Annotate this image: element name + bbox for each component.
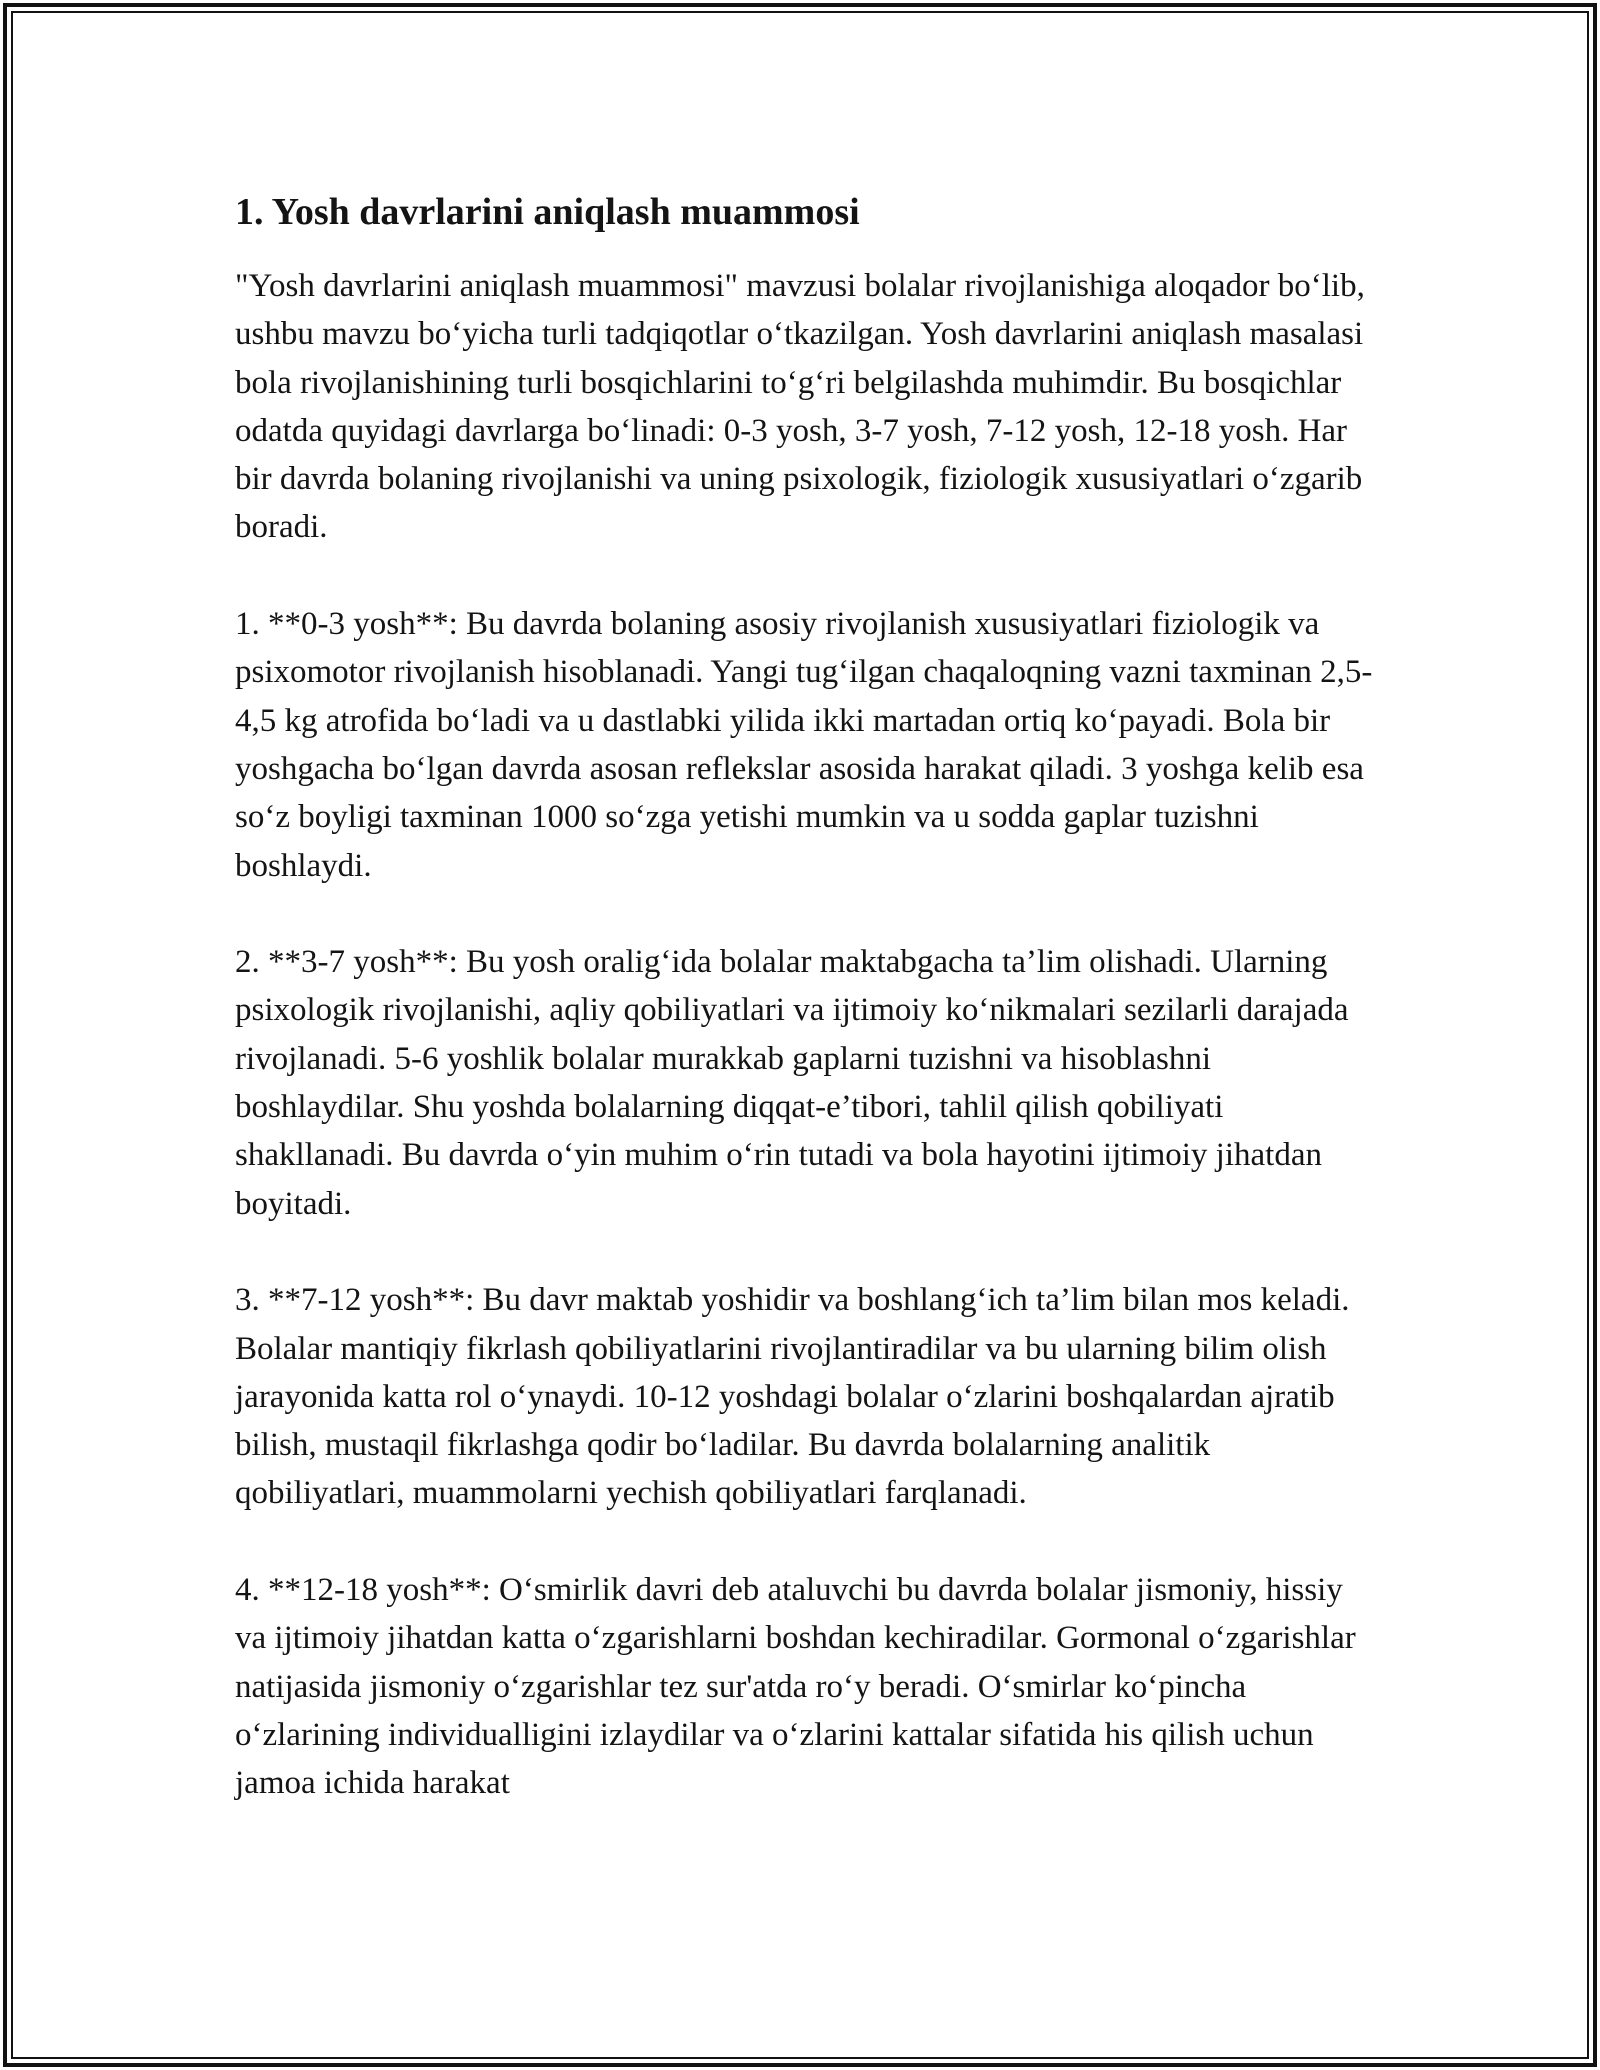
- paragraph-age-7-12: 3. **7-12 yosh**: Bu davr maktab yoshidir va boshlang‘ich ta’lim bilan mos keladi. Bolalar mantiqiy fikrlash qobiliyatlarini rivojlantiradilar va bu ularning bilim olish jarayonida katta rol o‘ynaydi. 10-12 yoshdagi bolalar o‘zlarini boshqalardan ajratib bilish, mustaqil fikrlashga qodir bo‘ladilar. Bu davrda bolalarning analitik qobiliyatlari, muammolarni yechish qobiliyatlari farqlanadi.: [235, 1282, 1350, 1512]
- document-body: [235, 188, 1375, 1808]
- paragraph-age-3-7: 2. **3-7 yosh**: Bu yosh oralig‘ida bolalar maktabgacha ta’lim olishadi. Ularning psixologik rivojlanishi, aqliy qobiliyatlari va ijtimoiy ko‘nikmalari sezilarli darajada rivojlanadi. 5-6 yoshlik bolalar murakkab gaplarni tuzishni va hisoblashni boshlaydilar. Shu yoshda bolalarning diqqat-e’tibori, tahlil qilish qobiliyati shakllanadi. Bu davrda o‘yin muhim o‘rin tutadi va bola hayotini ijtimoiy jihatdan boyitadi.: [235, 944, 1349, 1222]
- paragraph-age-0-3: 1. **0-3 yosh**: Bu davrda bolaning asosiy rivojlanish xususiyatlari fiziologik va psixomotor rivojlanish hisoblanadi. Yangi tug‘ilgan chaqaloqning vazni taxminan 2,5-4,5 kg atrofida bo‘ladi va u dastlabki yilida ikki martadan ortiq ko‘payadi. Bola bir yoshgacha bo‘lgan davrda asosan reflekslar asosida harakat qiladi. 3 yoshga kelib esa so‘z boyligi taxminan 1000 so‘zga yetishi mumkin va u sodda gaplar tuzishni boshlaydi.: [235, 606, 1373, 884]
- paragraph-age-12-18: 4. **12-18 yosh**: O‘smirlik davri deb ataluvchi bu davrda bolalar jismoniy, hissiy va ijtimoiy jihatdan katta o‘zgarishlarni boshdan kechiradilar. Gormonal o‘zgarishlar natijasida jismoniy o‘zgarishlar tez sur'atda ro‘y beradi. O‘smirlar ko‘pincha o‘zlarining individualligini izlaydilar va o‘zlarini kattalar sifatida his qilish uchun jamoa ichida harakat: [235, 1572, 1356, 1802]
- intro-paragraph: "Yosh davrlarini aniqlash muammosi" mavzusi bolalar rivojlanishiga aloqador bo‘lib, ushbu mavzu bo‘yicha turli tadqiqotlar o‘tkazilgan. Yosh davrlarini aniqlash masalasi bola rivojlanishining turli bosqichlarini to‘g‘ri belgilashda muhimdir. Bu bosqichlar odatda quyidagi davrlarga bo‘linadi: 0-3 yosh, 3-7 yosh, 7-12 yosh, 12-18 yosh. Har bir davrda bolaning rivojlanishi va uning psixologik, fiziologik xususiyatlari o‘zgarib boradi.: [235, 268, 1365, 546]
- section-heading: 1. Yosh davrlarini aniqlash muammosi: [235, 191, 860, 233]
